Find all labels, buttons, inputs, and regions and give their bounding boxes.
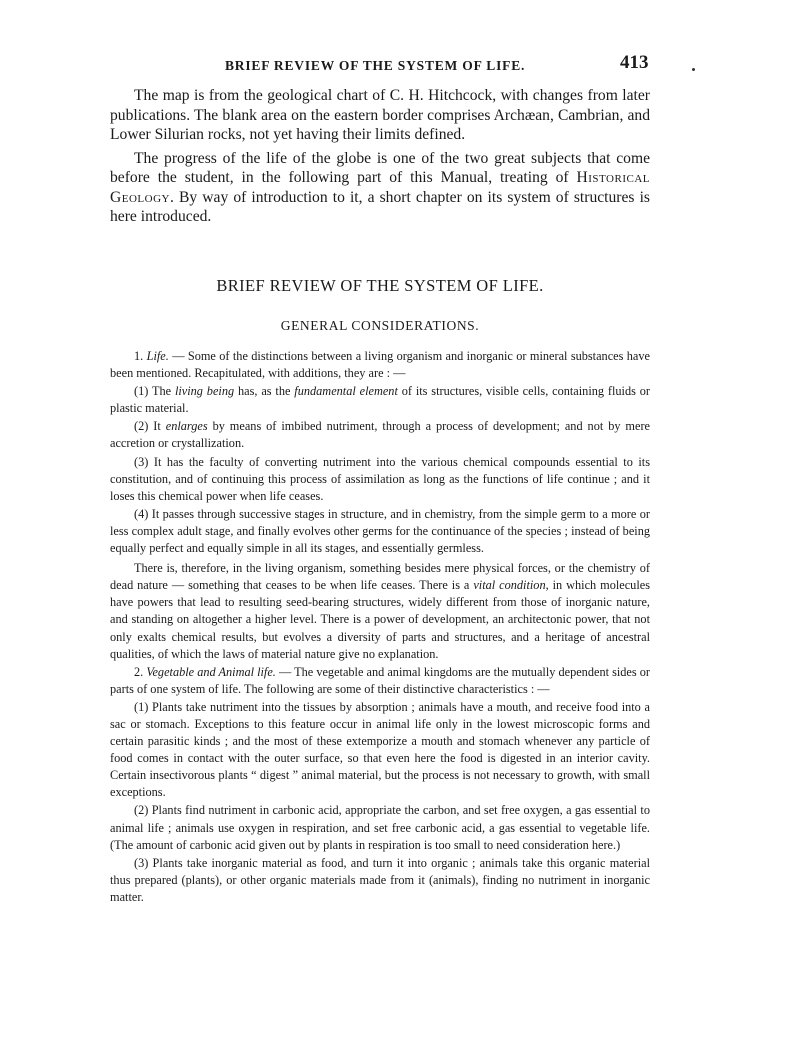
life-item-2-a: (2) It [134, 419, 166, 434]
life-item-1-c: has, as the [234, 384, 295, 399]
main-body-text [110, 348, 650, 907]
subsection-heading: GENERAL CONSIDERATIONS. [280, 318, 480, 333]
margin-mark [692, 68, 695, 71]
intro-p2-end: . By way of introduction to it, a short chapter on its system of structures is here introduced. [110, 188, 650, 225]
intro-p2-start: The progress of the life of the globe is one of the two great subjects that come before the student, in the following part of this Manual, treating of [110, 149, 650, 186]
section-1-text: — Some of the distinctions between a living organism and inorganic or mineral substances have been mentioned. Recapitulated, with additions, they are : — [110, 349, 650, 381]
intro-paragraph-1: The map is from the geological chart of C. H. Hitchcock, with changes from later publications. The blank area on the eastern border comprises Archæan, Cambrian, and Lower Silurian rocks, not yet having their limits defined. [110, 87, 650, 143]
life-item-2 [110, 418, 650, 452]
section-2-paragraph [110, 664, 650, 698]
life-item-1-a: (1) The [134, 384, 175, 399]
historical-geology-term: Historical Geology [110, 169, 650, 206]
kingdom-item-3: (3) Plants take inorganic material as food, and turn it into organic ; animals take this organic material thus prepared (plants), or other organic materials made from it (animals), finding no nutriment in inorganic matter. [110, 855, 650, 904]
section-1-number: 1. [134, 349, 147, 363]
section-2-number: 2. [134, 664, 147, 679]
kingdom-item-2: (2) Plants find nutriment in carbonic acid, appropriate the carbon, and set free oxygen, a gas essential to animal life ; animals use oxygen in respiration, and set free carbonic acid, a gas essential to vegetable life. (The amount of carbonic acid given out by plants in respiration is too small to need consideration here.) [110, 803, 650, 852]
vital-paragraph-b: vital condition [473, 578, 546, 593]
page-number: 413 [620, 52, 649, 73]
intro-text [110, 86, 650, 231]
life-item-1-b: living being [174, 384, 235, 399]
vital-condition-paragraph [110, 560, 650, 663]
life-item-2-b: enlarges [165, 419, 208, 434]
section-heading: BRIEF REVIEW OF THE SYSTEM OF LIFE. [216, 276, 544, 295]
section-2-text: — The vegetable and animal kingdoms are the mutually dependent sides or parts of one system of life. The following are some of their distinctive characteristics : — [110, 664, 651, 696]
intro-paragraph-2 [110, 149, 650, 227]
life-item-1-e: of its structures, visible cells, containing fluids or plastic material. [110, 384, 651, 416]
life-item-4: (4) It passes through successive stages in structure, and in chemistry, from the simple germ to a more or less complex adult stage, and finally evolves other germs for the continuance of the species ; instead of being equally perfect and equally simple in all its stages, and essentially germless. [110, 506, 650, 556]
life-item-3: (3) It has the faculty of converting nutriment into the various chemical compounds essential to its constitution, and of continuing this process of assimilation as long as the functions of life continue ; and it loses this chemical power when life ceases. [110, 454, 650, 503]
vital-paragraph-a: There is, therefore, in the living organism, something besides mere physical forces, or the chemistry of dead nature — something that ceases to be when life ceases. There is a [110, 561, 650, 593]
running-header-title: BRIEF REVIEW OF THE SYSTEM OF LIFE. [225, 58, 526, 73]
section-1-title: Life. [146, 349, 169, 363]
vital-paragraph-c: , in which molecules have powers that lead to resulting seed-bearing structures, widely different from those of inorganic nature, and standing on altogether a higher level. There is a power of development, an architectonic power, that not only exalts chemical results, but evolves a diversity of parts and structures, and a heritage of ancestral qualities, of which the laws of material nature give no explanation. [110, 578, 650, 661]
life-item-1-d: fundamental element [294, 384, 398, 399]
section-2-title: Vegetable and Animal life. [146, 664, 276, 679]
life-item-2-c: by means of imbibed nutriment, through a process of development; and not by mere accretion or crystallization. [110, 419, 650, 451]
kingdom-item-1: (1) Plants take nutriment into the tissues by absorption ; animals have a mouth, and receive food into a sac or stomach. Exceptions to this feature occur in animal life only in the lowest microscopic forms and certain parasitic kinds ; and the most of these extemporize a mouth and stomach whenever any particle of food comes in contact with the outer surface, so that even here the food is digested in an interior cavity. Certain insectivorous plants “ digest ” animal material, but the process is not necessary to growth, with small exceptions. [110, 699, 650, 800]
life-item-1 [110, 383, 650, 417]
section-1-paragraph [110, 348, 650, 382]
